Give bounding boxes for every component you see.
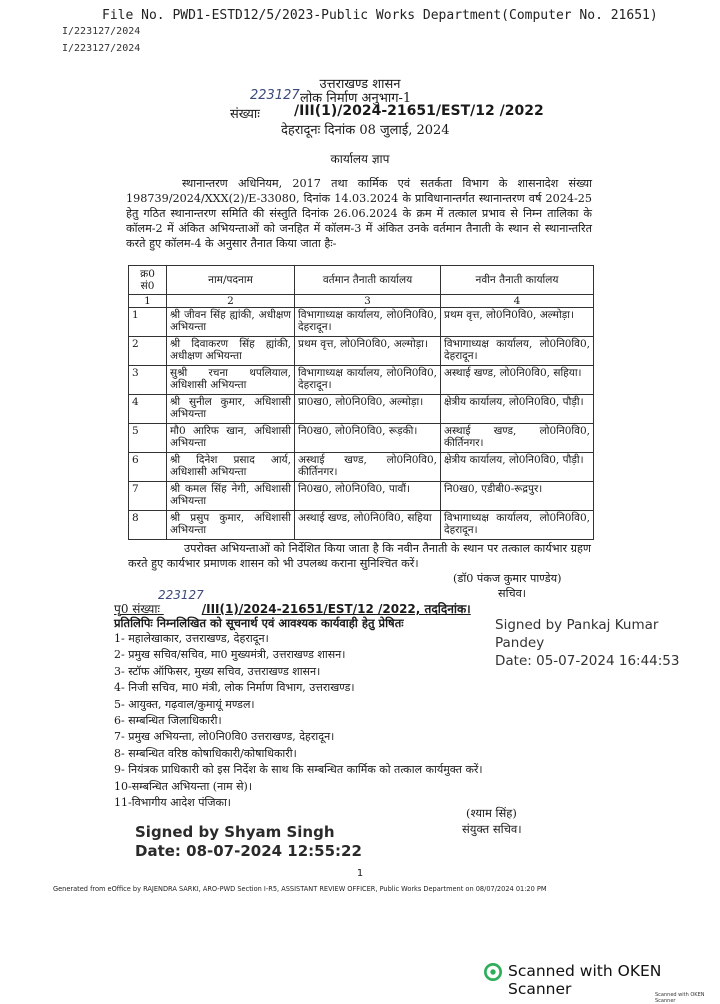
name-cell: श्री सुनील कुमार, अधिशासी अभियन्ता: [167, 395, 295, 424]
table-row: [129, 308, 594, 337]
joint-signer-title: संयुक्त सचिव।: [462, 822, 522, 836]
name-cell: श्री प्रसुप कुमार, अधिशासी अभियन्ता: [167, 511, 295, 540]
list-item: 8- सम्बन्धित वरिष्ठ कोषाधिकारी/कोषाधिकारी।: [114, 746, 297, 760]
digital-signature-pankaj: [495, 616, 680, 670]
serial-cell: 5: [129, 424, 167, 453]
file-reference-2: I/223127/2024: [62, 43, 141, 54]
list-item: 5- आयुक्त, गढ़वाल/कुमायूं मण्डल।: [114, 697, 255, 711]
list-item: 3- स्टॉफ ऑफिसर, मुख्य सचिव, उत्तराखण्ड शासन।: [114, 664, 321, 678]
scanner-watermark: Scanned with OKEN Scanner: [508, 962, 662, 998]
file-reference-1: I/223127/2024: [62, 26, 141, 37]
file-number-header: File No. PWD1-ESTD12/5/2023-Public Works Department(Computer No. 21651): [102, 8, 658, 23]
letter-number: /III(1)/2024-21651/EST/12 /2022: [294, 103, 544, 119]
column-number-row: [129, 295, 594, 308]
letter-date: देहरादूनः दिनांक 08 जुलाई, 2024: [281, 123, 450, 138]
header-current-office: वर्तमान तैनाती कार्यालय: [295, 266, 441, 295]
section-name: लोक निर्माण अनुभाग-1: [300, 91, 412, 106]
current-office-cell: प्रा0ख0, लो0नि0वि0, अल्मोड़ा।: [295, 395, 441, 424]
new-office-cell: प्रथम वृत्त, लो0नि0वि0, अल्मोड़ा।: [441, 308, 594, 337]
signature-date: Date: 08-07-2024 12:55:22: [135, 842, 362, 860]
instruction-paragraph: उपरोक्त अभियन्ताओं को निर्देशित किया जाता है कि नवीन तैनाती के स्थान पर तत्काल कार्यभार ग्रहण करते हुए कार्यभार प्रमाणक शासन को भी उपलब्ध कराना सुनिश्चित करें।: [128, 542, 591, 570]
signature-line: Signed by Pankaj Kumar: [495, 617, 659, 633]
current-office-cell: अस्थाई खण्ड, लो0नि0वि0, सहिया: [295, 511, 441, 540]
new-office-cell: अस्थाई खण्ड, लो0नि0वि0, सहिया।: [441, 366, 594, 395]
column-number: 4: [441, 295, 594, 308]
new-office-cell: नि0ख0, एडीबी0-रूद्रपुर।: [441, 482, 594, 511]
new-office-cell: क्षेत्रीय कार्यालय, लो0नि0वि0, पौड़ी।: [441, 395, 594, 424]
body-paragraph: स्थानान्तरण अधिनियम, 2017 तथा कार्मिक एवं सतर्कता विभाग के शासनादेश संख्या 198739/2024/XXX(2)/E-33080, दिनांक 14.03.2024 के प्राविधानान्तर्गत स्थानान्तरण वर्ष 2024-25 हेतु गठित स्थानान्तरण समिति की संस्तुति दिनांक 26.06.2024 के क्रम में तत्काल प्रभाव से निम्न तालिका के कॉलम-2 में अंकित अभियन्ताओं को जनहित में कॉलम-3 में अंकित उनके वर्तमान तैनाती के स्थान से स्थानान्तरित करते हुए कॉलम-4 के अनुसार तैनात किया जाता हैः-: [126, 177, 592, 250]
scanner-logo-icon: [484, 963, 502, 981]
current-office-cell: अस्थाई खण्ड, लो0नि0वि0, कीर्तिनगर।: [295, 453, 441, 482]
copy-number-value: /III(1)/2024-21651/EST/12 /2022, तददिनांक।: [201, 602, 471, 616]
list-item: 11-विभागीय आदेश पंजिका।: [114, 796, 231, 810]
new-office-cell: क्षेत्रीय कार्यालय, लो0नि0वि0, पौड़ी।: [441, 453, 594, 482]
serial-cell: 8: [129, 511, 167, 540]
table-row: [129, 511, 594, 540]
list-item: 7- प्रमुख अभियन्ता, लो0नि0वि0 उत्तराखण्ड, देहरादून।: [114, 730, 335, 744]
new-office-cell: विभागाध्यक्ष कार्यालय, लो0नि0वि0, देहरादून।: [441, 337, 594, 366]
table-header-row: [129, 266, 594, 295]
column-number: 3: [295, 295, 441, 308]
header-new-office: नवीन तैनाती कार्यालय: [441, 266, 594, 295]
signature-line: Pandey: [495, 635, 545, 651]
government-name: उत्तराखण्ड शासन: [319, 77, 401, 92]
table-row: [129, 395, 594, 424]
column-number: 2: [167, 295, 295, 308]
copy-recipient-list: [114, 631, 483, 811]
copy-number-label: पृ0 संख्याः: [114, 602, 160, 616]
list-item: 4- निजी सचिव, मा0 मंत्री, लोक निर्माण विभाग, उत्तराखण्ड।: [114, 681, 355, 695]
list-item: 10-सम्बन्धित अभियन्ता (नाम से)।: [114, 779, 253, 793]
table-row: [129, 424, 594, 453]
table-row: [129, 482, 594, 511]
signer-title: सचिव।: [498, 587, 527, 600]
letter-number-label: संख्याः: [230, 107, 260, 122]
header-name: नाम/पदनाम: [167, 266, 295, 295]
new-office-cell: अस्थाई खण्ड, लो0नि0वि0, कीर्तिनगर।: [441, 424, 594, 453]
header-serial: क्र0 सं0: [129, 266, 167, 295]
handwritten-number: 223127: [250, 88, 300, 103]
current-office-cell: नि0ख0, लो0नि0वि0, पावौं।: [295, 482, 441, 511]
memo-title: कार्यालय ज्ञाप: [330, 152, 390, 166]
table-row: [129, 453, 594, 482]
serial-cell: 3: [129, 366, 167, 395]
list-item: 6- सम्बन्धित जिलाधिकारी।: [114, 714, 222, 728]
joint-signer-name: (श्याम सिंह): [466, 806, 517, 820]
serial-cell: 4: [129, 395, 167, 424]
table-row: [129, 366, 594, 395]
scanner-watermark-small: Scanned with OKEN Scanner: [655, 992, 705, 1004]
signature-date: Date: 05-07-2024 16:44:53: [495, 653, 680, 669]
serial-cell: 2: [129, 337, 167, 366]
handwritten-number: 223127: [158, 588, 204, 602]
serial-cell: 7: [129, 482, 167, 511]
transfer-table: [128, 265, 594, 540]
current-office-cell: विभागाध्यक्ष कार्यालय, लो0नि0वि0, देहरादून।: [295, 308, 441, 337]
name-cell: मौ0 आरिफ खान, अधिशासी अभियन्ता: [167, 424, 295, 453]
name-cell: सुश्री रचना थपलियाल, अधिशासी अभियन्ता: [167, 366, 295, 395]
new-office-cell: विभागाध्यक्ष कार्यालय, लो0नि0वि0, देहरादून।: [441, 511, 594, 540]
name-cell: श्री दिनेश प्रसाद आर्य, अधिशासी अभियन्ता: [167, 453, 295, 482]
serial-cell: 1: [129, 308, 167, 337]
page-number: 1: [356, 868, 364, 879]
table-row: [129, 337, 594, 366]
copy-reference-line: [114, 600, 471, 617]
list-item: 2- प्रमुख सचिव/सचिव, मा0 मुख्यमंत्री, उत्तराखण्ड शासन।: [114, 648, 346, 662]
name-cell: श्री कमल सिंह नेगी, अधिशासी अभियन्ता: [167, 482, 295, 511]
signer-name: (डॉ0 पंकज कुमार पाण्डेय): [453, 572, 562, 585]
digital-signature-shyam: [135, 823, 362, 861]
current-office-cell: विभागाध्यक्ष कार्यालय, लो0नि0वि0, देहरादून।: [295, 366, 441, 395]
signature-line: Signed by Shyam Singh: [135, 823, 335, 841]
current-office-cell: प्रथम वृत्त, लो0नि0वि0, अल्मोड़ा।: [295, 337, 441, 366]
copy-heading: प्रतिलिपिः निम्नलिखित को सूचनार्थ एवं आवश्यक कार्यवाही हेतु प्रेषितः: [114, 616, 404, 630]
list-item: 1- महालेखाकार, उत्तराखण्ड, देहरादून।: [114, 632, 269, 645]
name-cell: श्री जीवन सिंह ह्यांकी, अधीक्षण अभियन्ता: [167, 308, 295, 337]
list-item: 9- नियंत्रक प्राधिकारी को इस निर्देश के साथ कि सम्बन्धित कार्मिक को तत्काल कार्यमुक्त करें।: [114, 763, 483, 777]
eoffice-footer: Generated from eOffice by RAJENDRA SARKI, ARO-PWD Section I-R5, ASSISTANT REVIEW OFFICER, Public Works Department on 08/07/2024 01:20 PM: [53, 885, 547, 893]
serial-cell: 6: [129, 453, 167, 482]
current-office-cell: नि0ख0, लो0नि0वि0, रूड़की।: [295, 424, 441, 453]
name-cell: श्री दिवाकरण सिंह ह्यांकी, अधीक्षण अभियन्ता: [167, 337, 295, 366]
column-number: 1: [129, 295, 167, 308]
